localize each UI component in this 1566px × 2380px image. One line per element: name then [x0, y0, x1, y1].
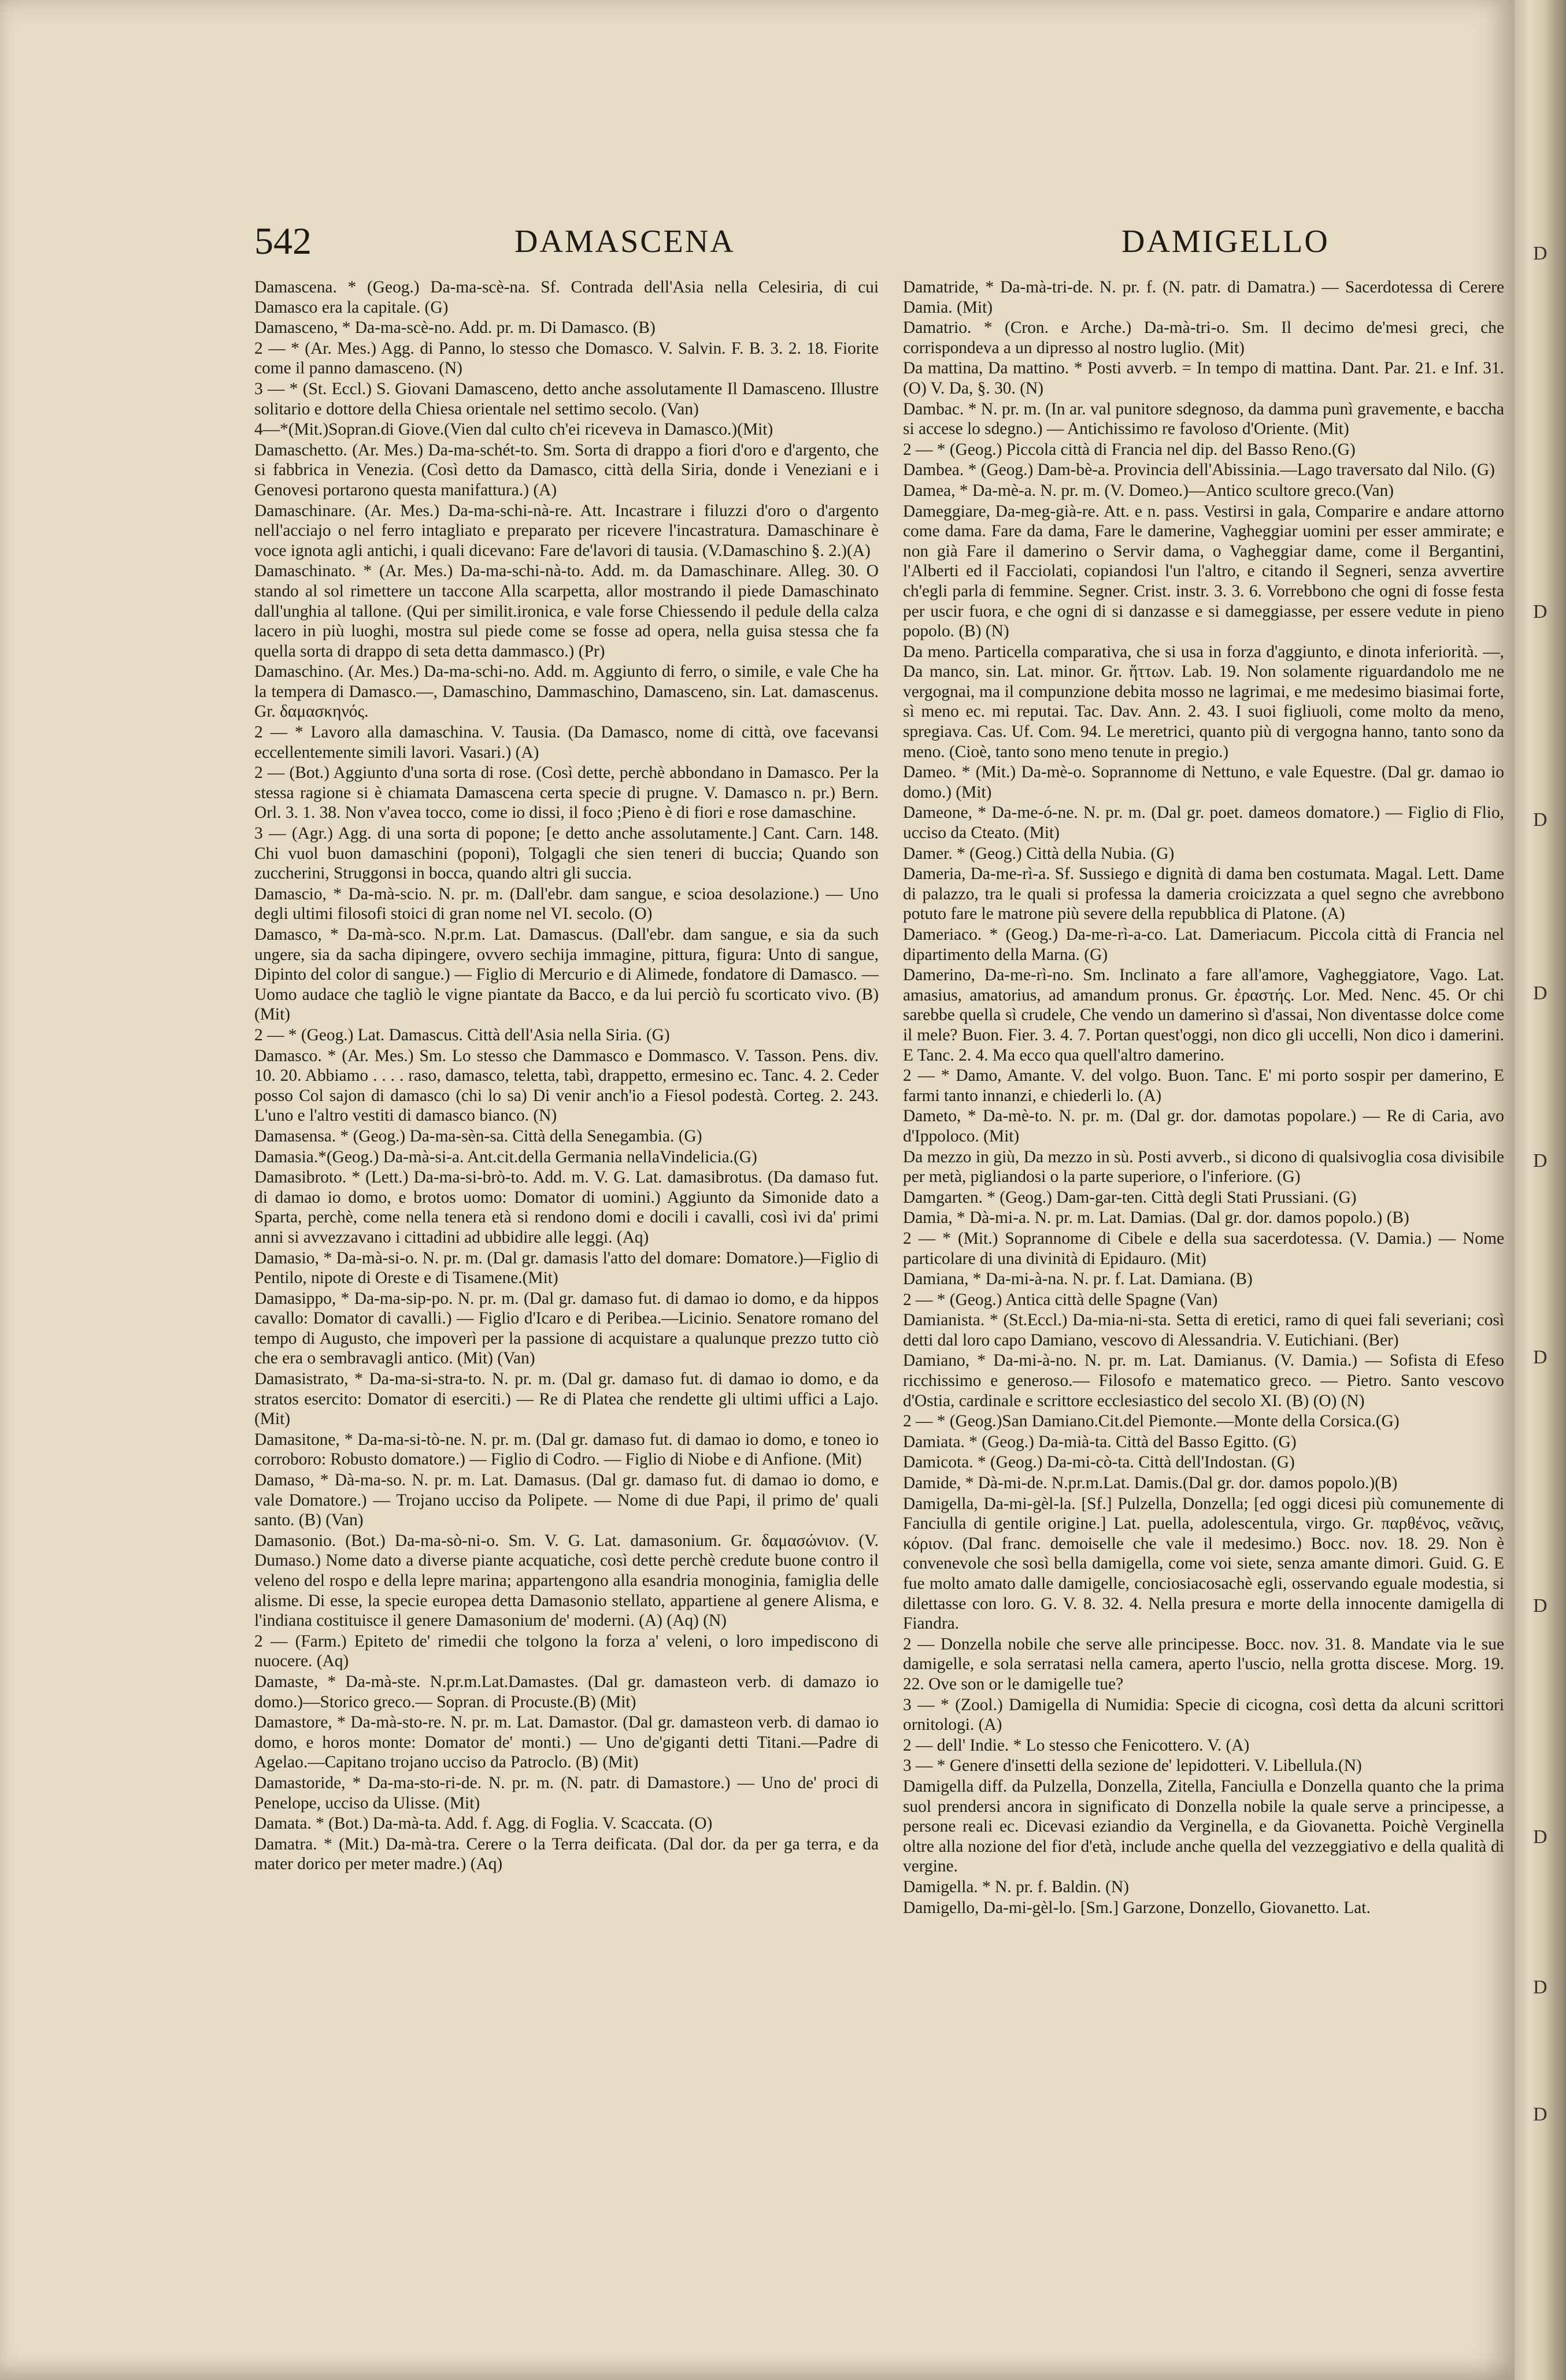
entry: 2 — * (Geog.) Piccola città di Francia nel dip. del Basso Reno.(G) [903, 440, 1356, 459]
entry: Damer. * (Geog.) Città della Nubia. (G) [903, 844, 1175, 863]
entry: 3 — * (St. Eccl.) S. Giovani Damasceno, detto anche assolutamente Il Damasceno. Illustre solitario e dottore della Chiesa orientale nel settimo secolo. (Van) [254, 379, 879, 418]
edge-letter: D [1533, 983, 1548, 1004]
entry: 2 — * (Geog.) Lat. Damascus. Città dell'Asia nella Siria. (G) [254, 1025, 670, 1044]
entry: 2 — * (Geog.) Antica città delle Spagne (Van) [903, 1290, 1218, 1309]
entry: Damastoride, * Da-ma-sto-ri-de. N. pr. m. (N. patr. di Damastore.) — Uno de' proci di Penelope, ucciso da Ulisse. (Mit) [254, 1773, 879, 1812]
entry: Dameriaco. * (Geog.) Da-me-rì-a-co. Lat. Dameriacum. Piccola città di Francia nel dipartimento della Marna. (G) [903, 925, 1504, 964]
left-running-head: DAMASCENA [514, 224, 735, 259]
entry: Da mezzo in giù, Da mezzo in sù. Posti avverb., si dicono di qualsivoglia cosa divisibile per metà, pigliandosi o la parte superiore, o l'inferiore. (G) [903, 1147, 1504, 1187]
entry: Damastore, * Da-mà-sto-re. N. pr. m. Lat. Damastor. (Dal gr. damasteon verb. di damao io domo, e horos monte: Domator de' monti.) — Uno de'giganti detti Titani.—Padre di Agelao.—Capitano trojano ucciso da Patroclo. (B) (Mit) [254, 1713, 879, 1772]
entry: Damatra. * (Mit.) Da-mà-tra. Cerere o la Terra deificata. (Dal dor. da per ga terra, e da mater dorico per meter madre.) (Aq) [254, 1834, 879, 1874]
entry: Damasonio. (Bot.) Da-ma-sò-ni-o. Sm. V. G. Lat. damasonium. Gr. δαμασώνιον. (V. Dumaso.) Nome dato a diverse piante acquatiche, così dette perchè credute buone contro il veleno del rospo e della lepre marina; appartengono alla esandria monoginia, famiglia delle alisme. Di esse, la specie europea detta Damasonio stellato, appartiene al genere Alisma, e l'indiana costituisce il genere Damasonium de' moderni. (A) (Aq) (N) [254, 1531, 879, 1630]
entry: Damatride, * Da-mà-tri-de. N. pr. f. (N. patr. di Damatra.) — Sacerdotessa di Cerere Damia. (Mit) [903, 278, 1504, 317]
edge-letter: D [1533, 243, 1548, 264]
entry: Damerino, Da-me-rì-no. Sm. Inclinato a fare all'amore, Vagheggiatore, Vago. Lat. amasius, amatorius, ad amandum pronus. Gr. ἐραστής. Lor. Med. Nenc. 45. Or chi sarebbe quella sì crudele, Che vendo un damerino sì d'assai, Non diventasse dolce come il mele? Buon. Fier. 3. 4. 7. Portan quest'oggi, non dico gli uccelli, Non dico i damerini. E Tanc. 2. 4. Ma ecco qua quell'altro damerino. [903, 966, 1504, 1065]
entry: Dameto, * Da-mè-to. N. pr. m. (Dal gr. dor. damotas popolare.) — Re di Caria, avo d'Ippoloco. (Mit) [903, 1107, 1504, 1145]
right-running-head: DAMIGELLO [1121, 224, 1330, 259]
entry: 2 — (Bot.) Aggiunto d'una sorta di rose. (Così dette, perchè abbondano in Damasco. Per la stessa ragione si è chiamata Damascena certa specie di prugne. V. Damasco n. pr.) Bern. Orl. 3. 1. 38. Non v'avea tocco, come io dissi, il foco ;Pieno è di fiori e rose damaschine. [254, 763, 879, 822]
entry: Damigello, Da-mi-gèl-lo. [Sm.] Garzone, Donzello, Giovanetto. Lat. [903, 1898, 1371, 1917]
entry: Damaschinare. (Ar. Mes.) Da-ma-schi-nà-re. Att. Incastrare i filuzzi d'oro o d'argento nell'acciajo o nel ferro intagliato e preparato per ricevere l'incastratura. Damaschinare è voce ignota agli antichi, i quali dicevano: Fare de'lavori di tausia. (V.Damaschino §. 2.)(A) [254, 501, 879, 560]
entry: Damasia.*(Geog.) Da-mà-si-a. Ant.cit.della Germania nellaVindelicia.(G) [254, 1147, 757, 1166]
entry: Damiata. * (Geog.) Da-mià-ta. Città del Basso Egitto. (G) [903, 1432, 1297, 1451]
entry: Damiana, * Da-mi-à-na. N. pr. f. Lat. Damiana. (B) [903, 1270, 1253, 1289]
entry: Damasibroto. * (Lett.) Da-ma-si-brò-to. Add. m. V. G. Lat. damasibrotus. (Da damaso fut. di damao io domo, e brotos uomo: Domator di uomini.) Aggiunto da Simonide dato a Sparta, perchè, come nella tenera età si rendono domi e docili i cavalli, così ivi da' primi anni si avvezzavano i cittadini ad ubbidire alle leggi. (Aq) [254, 1168, 879, 1247]
edge-letter: D [1533, 809, 1548, 831]
edge-letter: D [1533, 2104, 1548, 2125]
edge-letter: D [1533, 1150, 1548, 1172]
entry: Damasensa. * (Geog.) Da-ma-sèn-sa. Città della Senegambia. (G) [254, 1126, 702, 1145]
entry: Damaschinato. * (Ar. Mes.) Da-ma-schi-nà-to. Add. m. da Damaschinare. Alleg. 30. O stando al sol rimettere un taccone Alla scarpetta, allor mostrando il piede Damaschinato dall'unghia al tallone. (Qui per similit.ironica, e vale forse Chiessendo il pedule della calza lacero in più luoghi, mostra sul piede come se fosse ad opera, nella guisa stessa che fa quella sorta di drappo di seta detta dammasco.) (Pr) [254, 562, 879, 661]
entry: Damasco. * (Ar. Mes.) Sm. Lo stesso che Dammasco e Dommasco. V. Tasson. Pens. div. 10. 20. Abbiamo . . . . raso, damasco, teletta, tabì, drappetto, ermesino ec. Tanc. 4. 2. Ceder posso Col sajon di damasco (chi lo sa) Di venir anch'io a Fiesol podestà. Corteg. 2. 243. L'uno e l'altro vestiti di damasco bianco. (N) [254, 1046, 879, 1125]
entry: 3 — * (Zool.) Damigella di Numidia: Specie di cicogna, così detta da alcuni scrittori ornitologi. (A) [903, 1695, 1504, 1734]
entry: 4—*(Mit.)Sopran.di Giove.(Vien dal culto ch'ei riceveva in Damasco.)(Mit) [254, 420, 773, 439]
entry: Damaste, * Da-mà-ste. N.pr.m.Lat.Damastes. (Dal gr. damasteon verb. di damazo io domo.)—Storico greco.— Sopran. di Procuste.(B) (Mit) [254, 1672, 879, 1711]
entry: Damiano, * Da-mi-à-no. N. pr. m. Lat. Damianus. (V. Damia.) — Sofista di Efeso ricchissimo e generoso.— Filosofo e matematico greco. — Pietro. Santo vescovo d'Ostia, cardinale e scrittore ecclesiastico del secolo XI. (B) (O) (N) [903, 1351, 1504, 1410]
page-header [254, 220, 1330, 266]
entry: Damata. * (Bot.) Da-mà-ta. Add. f. Agg. di Foglia. V. Scaccata. (O) [254, 1814, 713, 1833]
entry: Damia, * Dà-mi-a. N. pr. m. Lat. Damias. (Dal gr. dor. damos popolo.) (B) [903, 1208, 1409, 1228]
entry: Damigella. * N. pr. f. Baldin. (N) [903, 1877, 1129, 1896]
entry: 2 — * (Geog.)San Damiano.Cit.del Piemonte.—Monte della Corsica.(G) [903, 1412, 1400, 1431]
entry: Damianista. * (St.Eccl.) Da-mia-ni-sta. Setta di eretici, ramo di quei fali severiani; così detti dal loro capo Damiano, vescovo di Alessandria. V. Eutichiani. (Ber) [903, 1311, 1504, 1350]
entry: Dameo. * (Mit.) Da-mè-o. Soprannome di Nettuno, e vale Equestre. (Dal gr. damao io domo.) (Mit) [903, 763, 1504, 802]
entry: Da meno. Particella comparativa, che si usa in forza d'aggiunto, e dinota inferiorità. —, Da manco, sin. Lat. minor. Gr. ἥττων. Lab. 19. Non solamente riguardandolo me ne vergognai, ma il compunzione debita mosso ne lagrimai, e me medesimo biasimai forte, sì meno ec. mi reputai. Tac. Dav. Ann. 2. 43. I suoi figliuoli, come molto da meno, spregiava. Cas. Uf. Com. 94. Le meretrici, quanto più di vergogna hanno, tanto sono da meno. (Cioè, tanto sono meno tenute in pregio.) [903, 642, 1504, 761]
entry: Damascio, * Da-mà-scio. N. pr. m. (Dall'ebr. dam sangue, e scioa desolazione.) — Uno degli ultimi filosofi stoici di gran nome nel VI. secolo. (O) [254, 884, 879, 924]
edge-letter: D [1533, 1595, 1548, 1617]
entry: Damigella diff. da Pulzella, Donzella, Zitella, Fanciulla e Donzella quanto che la prima suol prendersi ancora in significato di Donzella nobile la quale serve a principesse, a persone reali ec. Dicevasi eziandio da Verginella, e da Giovanetta. Poichè Verginella oltre alla nozione del fior d'età, include anche quella del vezzeggiativo e della qualità di vergine. [903, 1777, 1504, 1876]
entry: 2 — Donzella nobile che serve alle principesse. Bocc. nov. 31. 8. Mandate via le sue damigelle, e sola serratasi nella camera, aperto l'uscio, nella grotta discese. Morg. 19. 22. Ove son or le damigelle tue? [903, 1634, 1504, 1693]
entry: Da mattina, Da mattino. * Posti avverb. = In tempo di mattina. Dant. Par. 21. e Inf. 31. (O) V. Da, §. 30. (N) [903, 359, 1504, 398]
entry: Damascena. * (Geog.) Da-ma-scè-na. Sf. Contrada dell'Asia nella Celesiria, di cui Damasco era la capitale. (G) [254, 278, 879, 317]
entry: Damatrio. * (Cron. e Arche.) Da-mà-tri-o. Sm. Il decimo de'mesi greci, che corrispondeva a un dipresso al nostro luglio. (Mit) [903, 318, 1504, 357]
entry: Damea, * Da-mè-a. N. pr. m. (V. Domeo.)—Antico scultore greco.(Van) [903, 481, 1394, 500]
entry: Dambac. * N. pr. m. (In ar. val punitore sdegnoso, da damma punì gravemente, e baccha si accese lo sdegno.) — Antichissimo re favoloso d'Oriente. (Mit) [903, 399, 1504, 439]
entry: 2 — (Farm.) Epiteto de' rimedii che tolgono la forza a' veleni, o loro impediscono di nuocere. (Aq) [254, 1632, 879, 1671]
entry: Damasistrato, * Da-ma-si-stra-to. N. pr. m. (Dal gr. damaso fut. di damao io domo, e da stratos esercito: Domator di eserciti.) — Re di Platea che rendette gli ultimi uffici a Lajo. (Mit) [254, 1370, 879, 1429]
entry: 2 — * Lavoro alla damaschina. V. Tausia. (Da Damasco, nome di città, ove facevansi eccellentemente simili lavori. Vasari.) (A) [254, 723, 879, 762]
entry: 2 — * (Ar. Mes.) Agg. di Panno, lo stesso che Domasco. V. Salvin. F. B. 3. 2. 18. Fiorite come il panno damasceno. (N) [254, 339, 879, 378]
entry: Dameone, * Da-me-ó-ne. N. pr. m. (Dal gr. poet. dameos domatore.) — Figlio di Flio, ucciso da Cteato. (Mit) [903, 803, 1504, 843]
entry: Damigella, Da-mi-gèl-la. [Sf.] Pulzella, Donzella; [ed oggi dicesi più comunemente di Fanciulla di gentile origine.] Lat. puella, adolescentula, virgo. Gr. παρθένος, νεᾶνις, κόριον. (Dal franc. demoiselle che vale il medesimo.) Bocc. nov. 18. 29. Non è convenevole che sosì bella damigella, come voi siete, senza amante dimori. Guid. G. E fue molto amato dalle damigelle, conciosiacosachè egli, osservando eguale modestia, si dilettasse con loro. G. V. 8. 32. 4. Nella presura e morte della innocente damigella di Fiandra. [903, 1494, 1504, 1633]
edge-letter: D [1533, 601, 1548, 622]
entry: Damaso, * Dà-ma-so. N. pr. m. Lat. Damasus. (Dal gr. damaso fut. di damao io domo, e vale Domatore.) — Trojano ucciso da Polipete. — Nome di due Papi, il primo de' quali santo. (B) (Van) [254, 1471, 879, 1530]
left-column [254, 277, 879, 1875]
entry: Damgarten. * (Geog.) Dam-gar-ten. Città degli Stati Prussiani. (G) [903, 1188, 1357, 1207]
entry: Damasceno, * Da-ma-scè-no. Add. pr. m. Di Damasco. (B) [254, 318, 656, 338]
entry: Damasio, * Da-mà-si-o. N. pr. m. (Dal gr. damasis l'atto del domare: Domatore.)—Figlio di Pentilo, nipote di Oreste e di Tisamene.(Mit) [254, 1248, 879, 1288]
entry: Damide, * Dà-mi-de. N.pr.m.Lat. Damis.(Dal gr. dor. damos popolo.)(B) [903, 1474, 1398, 1493]
edge-letter: D [1533, 1826, 1548, 1848]
right-column [903, 277, 1504, 1918]
entry: Dameria, Da-me-rì-a. Sf. Sussiego e dignità di dama ben costumata. Magal. Lett. Dame di palazzo, tra le quali si professa la dameria croicizzata a quel segno che avrebbono potuto fare le matrone più severe della repubblica di Platone. (A) [903, 865, 1504, 924]
entry: 2 — dell' Indie. * Lo stesso che Fenicottero. V. (A) [903, 1736, 1250, 1755]
next-page-edge [1515, 0, 1566, 2380]
entry: Damasitone, * Da-ma-si-tò-ne. N. pr. m. (Dal gr. damaso fut. di damao io domo, e toneo io corroboro: Robusto domatore.) — Figlio di Codro. — Figlio di Niobe e di Anfione. (Mit) [254, 1430, 879, 1469]
entry: Dameggiare, Da-meg-già-re. Att. e n. pass. Vestirsi in gala, Comparire e andare attorno come dama. Fare da dama, Fare le damerine, Vagheggiar uomini per esser ammirate; e non già Fare il damerino o Servir dama, o Vagheggiar dame, come il Bergantini, l'Alberti ed il Facciolati, copiandosi l'un l'altro, e citando il Segneri, senza avvertire ch'egli parla di femmine. Segner. Crist. instr. 3. 3. 6. Vorrebbono che ogni di fosse festa per uscir fuora, e che ogni di si danzasse e si dameggiasse, per essere vedute in pieno popolo. (B) (N) [903, 502, 1504, 641]
entry: 2 — * (Mit.) Soprannome di Cibele e della sua sacerdotessa. (V. Damia.) — Nome particolare di una divinità di Epidauro. (Mit) [903, 1229, 1504, 1268]
entry: Damaschetto. (Ar. Mes.) Da-ma-schét-to. Sm. Sorta di drappo a fiori d'oro e d'argento, che si fabbrica in Venezia. (Così detto da Damasco, città della Siria, donde i Veneziani e i Genovesi portarono questa manifattura.) (A) [254, 440, 879, 499]
entry: Damasippo, * Da-ma-sip-po. N. pr. m. (Dal gr. damaso fut. di damao io domo, e da hippos cavallo: Domator di cavalli.) — Figlio d'Icaro e di Peribea.—Licinio. Senatore romano del tempo di Augusto, che impoverì per la passione di acquistare a qualunque prezzo tutto ciò che era o sembravagli antico. (Mit) (Van) [254, 1289, 879, 1368]
page-number: 542 [254, 220, 312, 262]
entry: 3 — * Genere d'insetti della sezione de' lepidotteri. V. Libellula.(N) [903, 1756, 1362, 1775]
edge-letter: D [1533, 1347, 1548, 1368]
entry: Dambea. * (Geog.) Dam-bè-a. Provincia dell'Abissinia.—Lago traversato dal Nilo. (G) [903, 461, 1495, 480]
entry: 3 — (Agr.) Agg. di una sorta di popone; [e detto anche assolutamente.] Cant. Carn. 148. Chi vuol buon damaschini (poponi), Tolgagli che sien teneri di buccia; Quando son zuccherini, Struggonsi in bocca, quando altri gli succia. [254, 824, 879, 883]
entry: Damasco, * Da-mà-sco. N.pr.m. Lat. Damascus. (Dall'ebr. dam sangue, e sia da such ungere, sia da sacha dipingere, ovvero sechija immagine, pittura, figura: Unto di sangue, Dipinto del color di sangue.) — Figlio di Mercurio e di Alimede, fondatore di Damasco. — Uomo audace che tagliò le vigne piantate da Bacco, e da lui perciò fu scorticato vivo. (B) (Mit) [254, 925, 879, 1024]
entry: Damicota. * (Geog.) Da-mi-cò-ta. Città dell'Indostan. (G) [903, 1453, 1295, 1472]
entry: Damaschino. (Ar. Mes.) Da-ma-schi-no. Add. m. Aggiunto di ferro, o simile, e vale Che ha la tempera di Damasco.—, Damaschino, Dammaschino, Damasceno, sin. Lat. damascenus. Gr. δαμασκηνός. [254, 662, 879, 721]
entry: 2 — * Damo, Amante. V. del volgo. Buon. Tanc. E' mi porto sospir per damerino, E farmi tanto innanzi, e chiederli lo. (A) [903, 1066, 1504, 1105]
edge-letter: D [1533, 1977, 1548, 1998]
